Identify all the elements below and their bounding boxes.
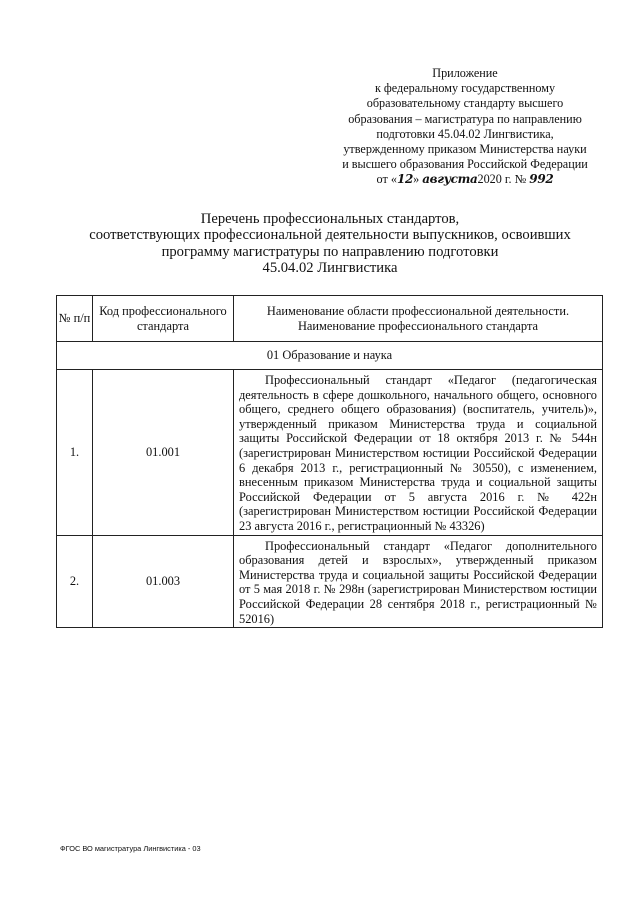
appendix-line: к федеральному государственному xyxy=(374,81,556,96)
row-description: Профессиональный стандарт «Педагог дополнительного образования детей и взрослых», утвержденный приказом Министерства труда и социальной защиты Российской Федерации от 5 мая 2018 г. № 298н (зарегистрирован Министерством юстиции Российской Федерации 28 сентября 2018 г., регистрационный № 52016) xyxy=(239,538,597,626)
appendix-line: образования – магистратура по направлению xyxy=(348,111,582,126)
order-number-handwritten: 992 xyxy=(529,172,554,187)
row-num: 2. xyxy=(57,535,93,628)
header-num: № п/п xyxy=(57,296,93,342)
order-year: 2020 г. № xyxy=(477,172,527,187)
table-row xyxy=(57,370,603,536)
appendix-line: и высшего образования Российской Федерации xyxy=(342,157,588,172)
appendix-line: утвержденному приказом Министерства науки xyxy=(343,142,587,157)
document-title xyxy=(60,211,600,277)
row-description-cell xyxy=(234,535,603,628)
title-line: 45.04.02 Лингвистика xyxy=(262,260,398,277)
order-date-line xyxy=(330,172,600,187)
section-row xyxy=(57,342,603,370)
row-code: 01.003 xyxy=(93,535,234,628)
title-line: соответствующих профессиональной деятельности выпускников, освоивших xyxy=(89,227,571,244)
section-title: 01 Образование и наука xyxy=(57,342,603,370)
row-description-cell xyxy=(234,370,603,536)
row-code: 01.001 xyxy=(93,370,234,536)
row-description: Профессиональный стандарт «Педагог (педагогическая деятельность в сфере дошкольного, начального общего, основного общего, среднего общего образования) (воспитатель, учитель)», утвержденный приказом Министерства труда и социальной защиты Российской Федерации от 18 октября 2013 г. № 544н (зарегистрирован Министерством юстиции Российской Федерации 6 декабря 2013 г., регистрационный № 30550), с изменением, внесенным приказом Министерства труда и социальной защиты Российской Федерации от 5 августа 2016 г. № 422н (зарегистрирован Министерством юстиции Российской Федерации 23 августа 2016 г., регистрационный № 43326) xyxy=(239,373,597,533)
title-line: программу магистратуры по направлению подготовки xyxy=(161,243,499,260)
table-header-row xyxy=(57,296,603,342)
row-num: 1. xyxy=(57,370,93,536)
order-mid: » xyxy=(413,172,420,187)
header-name: Наименование области профессиональной деятельности. Наименование профессионального стандарта xyxy=(234,296,603,342)
title-line: Перечень профессиональных стандартов, xyxy=(200,211,460,227)
appendix-line: подготовки 45.04.02 Лингвистика, xyxy=(376,126,554,141)
footer-text: ФГОС ВО магистратура Лингвистика - 03 xyxy=(60,844,201,853)
standards-table xyxy=(56,295,603,628)
order-prefix: от « xyxy=(376,172,397,187)
order-month-handwritten: августа xyxy=(422,172,478,187)
header-code: Код профессионального стандарта xyxy=(93,296,234,342)
appendix-line: Приложение xyxy=(432,66,498,80)
appendix-line: образовательному стандарту высшего xyxy=(366,96,564,111)
appendix-block xyxy=(330,66,600,188)
table-row xyxy=(57,535,603,628)
order-day-handwritten: 12 xyxy=(396,172,414,187)
